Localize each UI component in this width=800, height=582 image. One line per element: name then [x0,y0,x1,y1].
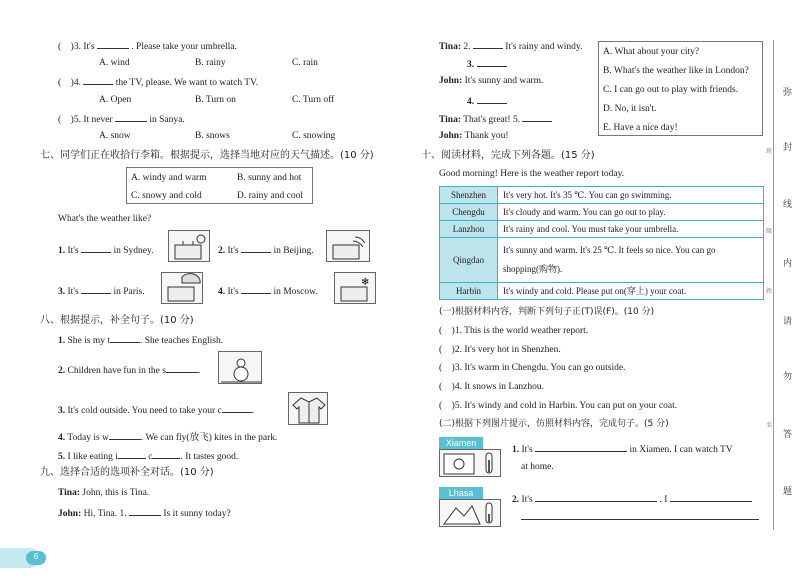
suitcase-icon [335,273,377,305]
sec7-item-1 [58,243,154,257]
tf-paren: ( )4. [439,382,462,392]
dialog-line-3 [439,75,543,87]
dialog-text: Thank you! [464,131,509,141]
weather-report-intro: Good morning! Here is the weather report today. [439,169,625,179]
question-4 [58,75,258,89]
answer-blank[interactable] [535,492,657,502]
side-char-2: 封 [783,143,793,153]
item-pre: It's [521,445,533,455]
question-3-post: . Please take your umbrella. [131,42,237,52]
q5-option-c: C. snowing [292,131,336,141]
dialog-options-box [598,41,763,136]
question-5-pre: It never [83,115,113,125]
dialog-option-c: C. I can go out to play with friends. [603,85,739,95]
tf-paren: ( )3. [439,363,462,373]
answer-blank[interactable] [81,243,111,253]
question-5-post: in Sanya. [149,115,185,125]
answer-blank[interactable] [477,94,507,104]
answer-blank[interactable] [222,403,252,413]
q5-option-a: A. snow [99,131,131,141]
q3-option-b: B. rainy [195,58,226,68]
sec7-option-c: C. snowy and cold [131,191,202,201]
item-post: in Beijing. [273,246,314,256]
item-number: 2. [58,366,66,376]
q3-option-c: C. rain [292,58,318,68]
sec7-question: What's the weather like? [58,214,152,224]
item-pre: It's cold outside. You need to take your [67,406,216,416]
side-char-3: 线 [783,200,793,210]
q5-option-b: B. snows [195,131,230,141]
city-cell: Shenzhen [440,187,498,204]
dialog-line-6 [439,130,509,142]
writing-item-1 [512,442,733,456]
answer-blank[interactable] [166,363,198,373]
tf-paren: ( )1. [439,326,462,336]
item-pre: It's [227,287,239,297]
item-number: 2. [463,42,471,52]
snowman-icon [219,352,263,385]
coat-icon [289,393,329,426]
hint-letter: i [115,452,118,462]
city-cell: Lanzhou [440,221,498,238]
answer-blank[interactable] [241,243,271,253]
city-cell: Chengdu [440,204,498,221]
section-7-option-box [126,167,313,204]
question-3 [58,39,237,53]
item-number: 3. [467,60,475,70]
hint-letter: c [217,406,222,416]
q4-option-c: C. Turn off [292,95,335,105]
hint-letter: c [148,452,153,462]
answer-blank[interactable] [115,112,147,122]
suitcase-icon [169,231,211,263]
binding-line [773,40,774,530]
sec8-sentence-3 [58,403,254,417]
side-char-6: 勿 [783,372,793,382]
snow-scene-picture [218,351,262,384]
tf-text: It's warm in Chengdu. You can go outside. [464,363,626,373]
part-1-title: (一)根据材料内容，判断下列句子正(T)误(F)。(10 分) [439,307,655,317]
city-cell: Harbin [440,283,498,300]
item-number: 5. [58,452,66,462]
answer-blank[interactable] [109,430,141,440]
answer-blank[interactable] [152,449,180,459]
section-7-title: 七、同学们正在收拾行李箱。根据提示，选择当地对应的天气描述。(10 分) [40,150,374,161]
question-4-post: the TV, please. We want to watch TV. [115,78,259,88]
side-char-4: 内 [783,259,793,269]
tf-item-3 [439,362,625,374]
item-pre: It's [227,246,239,256]
item-post: . We can fly(放飞) kites in the park. [140,433,278,443]
writing-item-2 [512,492,752,506]
question-5 [58,112,185,126]
item-post: in Moscow. [273,287,318,297]
item-number: 1. [58,336,66,346]
side-char-5: 请 [783,317,793,327]
table-row [440,221,764,238]
table-row [440,204,764,221]
dialog-option-d: D. No, it isn't. [603,104,657,114]
page-number: 6 [26,551,46,565]
coat-picture [288,392,328,425]
sec7-item-4 [218,284,318,298]
q3-option-a: A. wind [99,58,130,68]
sec7-item-2 [218,243,314,257]
suitcase-sun-picture [168,230,210,262]
speaker: John: [439,131,463,141]
sec7-item-3 [58,284,145,298]
sec9-line-2 [58,506,231,520]
sec8-sentence-4 [58,430,277,444]
hint-letter: s [162,366,166,376]
speaker: Tina: [439,42,462,52]
sec7-option-a: A. windy and warm [131,173,207,183]
item-pre: It's [67,246,79,256]
dialog-option-e: E. Have a nice day! [603,123,678,133]
item-post: . She teaches English. [140,336,224,346]
weather-cell: It's windy and cold. Please put on(穿上) your coat. [498,283,764,300]
side-small-4: 名 [766,422,773,429]
suitcase-snow-picture [334,272,376,304]
item-number: 3. [58,406,66,416]
answer-blank[interactable] [535,442,627,452]
item-pre: She is my [67,336,105,346]
side-small-3: 姓 [766,288,773,295]
question-4-paren: ( )4. [58,78,81,88]
item-post: in Xiamen. I can watch TV [629,445,733,455]
dialog-option-a: A. What about your city? [603,47,700,57]
weather-cell: It's sunny and warm. It's 25 ℃. It feels so nice. You can go shopping(购物). [498,238,764,283]
item-number: 4. [218,287,226,297]
item-post: in Paris. [113,287,145,297]
tf-text: It snows in Lanzhou. [464,382,545,392]
side-char-1: 弥 [783,88,793,98]
sec9-line-1 [58,487,149,499]
lhasa-label: Lhasa [439,487,483,499]
q4-option-a: A. Open [99,95,132,105]
suitcase-icon [162,273,204,305]
answer-blank[interactable] [477,57,507,67]
item-number: 4. [58,433,66,443]
tf-text: It's windy and cold in Harbin. You can put on your coat. [464,401,678,411]
sec7-option-b: B. sunny and hot [237,173,302,183]
sec8-sentence-5 [58,449,238,463]
hint-letter: w [102,433,109,443]
sec8-sentence-1 [58,333,223,347]
sec7-option-d: D. rainy and cool [237,191,303,201]
item-pre: It's [521,495,533,505]
answer-blank[interactable] [81,284,111,294]
dialog-option-b: B. What's the weather like in London? [603,66,749,76]
tf-paren: ( )2. [439,345,462,355]
item-post: in Sydney. [113,246,154,256]
answer-blank[interactable] [241,284,271,294]
dialog-text: Hi, Tina. 1. [83,509,127,519]
answer-blank[interactable] [473,39,503,49]
dialog-text: Is it sunny today? [163,509,231,519]
answer-blank[interactable] [110,333,140,343]
tf-item-4 [439,381,544,393]
dialog-text: John, this is Tina. [82,488,150,498]
svg-text:❄: ❄ [361,277,370,288]
dialog-text: That's great! 5. [463,115,521,125]
weather-cell: It's very hot. It's 35 ℃. You can go swimming. [498,187,764,204]
lhasa-weather-picture [439,499,501,527]
side-char-7: 答 [783,430,793,440]
table-row [440,187,764,204]
item-pre: Children have fun in the [67,366,160,376]
part-2-title: (二)根据下列图片提示，仿照材料内容，完成句子。(5 分) [439,419,669,429]
xiamen-label: Xiamen [439,437,483,449]
item-number: 2. [218,246,226,256]
item-number: 1. [512,445,520,455]
section-8-title: 八、根据提示，补全句子。(10 分) [40,315,194,326]
weather-report-table [439,186,764,300]
q4-option-b: B. Turn on [195,95,236,105]
answer-blank[interactable] [118,449,146,459]
sec8-sentence-2 [58,363,200,377]
dialog-line-1 [439,39,582,53]
city-cell: Qingdao [440,238,498,283]
tf-paren: ( )5. [439,401,462,411]
item-number: 1. [58,246,66,256]
item-pre: It's [67,287,79,297]
tf-text: It's very hot in Shenzhen. [464,345,561,355]
item-post: . [251,406,255,416]
hint-letter: t [107,336,110,346]
speaker: Tina: [58,488,81,498]
item-number: 2. [512,495,520,505]
question-3-paren: ( )3. [58,42,81,52]
item-number: 3. [58,287,66,297]
suitcase-wind-picture [326,230,370,262]
speaker: John: [439,76,463,86]
speaker: John: [58,509,82,519]
tf-text: This is the world weather report. [464,326,589,336]
item-number: 4. [467,97,475,107]
tf-item-5 [439,400,677,412]
section-9-title: 九、选择合适的选项补全对话。(10 分) [40,467,214,478]
item-pre: I like eating [67,452,113,462]
answer-blank[interactable] [129,506,161,516]
answer-blank[interactable] [522,112,552,122]
answer-line[interactable] [521,519,759,520]
item-post: . I [659,495,668,505]
suitcase-umbrella-picture [161,272,203,304]
dialog-line-5 [439,112,552,126]
side-small-1: 班 [766,148,773,155]
answer-blank[interactable] [83,75,113,85]
writing-item-1-line2: at home. [521,462,554,472]
speaker: Tina: [439,115,462,125]
weather-cell: It's rainy and cool. You must take your umbrella. [498,221,764,238]
dialog-text: It's sunny and warm. [464,76,544,86]
table-row [440,238,764,283]
xiamen-weather-picture [439,449,501,477]
side-char-8: 题 [783,487,793,497]
tf-item-2 [439,344,561,356]
table-row [440,283,764,300]
answer-blank[interactable] [670,492,752,502]
item-post: . [197,366,201,376]
section-10-title: 十、阅读材料，完成下列各题。(15 分) [421,150,595,161]
suitcase-icon [327,231,371,263]
dialog-line-2 [467,57,507,71]
item-pre: Today is [67,433,100,443]
answer-blank[interactable] [97,39,129,49]
question-3-pre: It's [83,42,95,52]
dialog-text: It's rainy and windy. [505,42,583,52]
question-5-paren: ( )5. [58,115,81,125]
item-post: . It tastes good. [180,452,239,462]
mountain-thermometer-icon [440,500,502,528]
weather-cell: It's cloudy and warm. You can go out to play. [498,204,764,221]
dialog-line-4 [467,94,507,108]
tf-item-1 [439,325,588,337]
tv-thermometer-icon [440,450,502,478]
side-small-2: 级 [766,228,773,235]
